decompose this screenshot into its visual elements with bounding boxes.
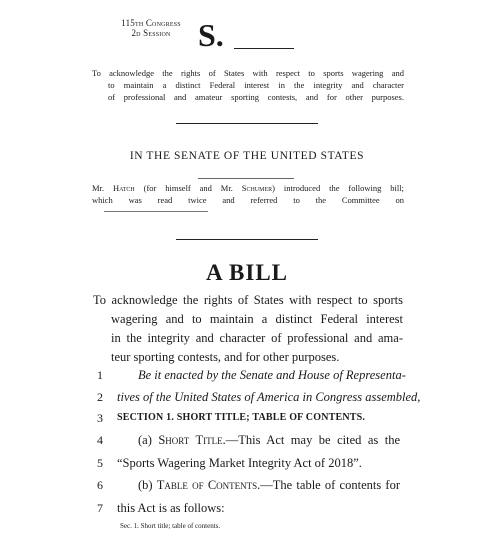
subsection-a-text: .—This Act may be cited as the (222, 433, 401, 447)
intro-text-b: (for himself and Mr. (134, 183, 242, 193)
session-label: 2d Session (131, 28, 171, 38)
bill-number-blank (234, 48, 294, 49)
introduction-line-2: which was read twice and referred to the Committee on (92, 195, 404, 205)
chamber-heading: IN THE SENATE OF THE UNITED STATES (129, 150, 365, 162)
bill-line (0, 408, 500, 428)
bill-purpose-line-1: To acknowledge the rights of States with respect to sports (93, 293, 403, 307)
intro-text-c: ) introduced the following bill; (272, 183, 404, 193)
bill-line (0, 498, 500, 518)
bill-line (0, 387, 500, 407)
divider-rule (176, 239, 318, 240)
section-heading: SECTION 1. SHORT TITLE; TABLE OF CONTENTS. (117, 412, 366, 423)
divider-rule (176, 123, 318, 124)
subsection-a-label: (a) (138, 433, 159, 447)
bill-number: S. (198, 17, 224, 53)
subsection-b (138, 475, 400, 495)
bill-line (0, 475, 500, 495)
bill-purpose-line-2: wagering and to maintain a distinct Federal interest (111, 312, 403, 326)
bill-line (0, 365, 500, 385)
line-number: 5 (97, 456, 103, 470)
bill-purpose-line-3: in the integrity and character of professional and ama- (111, 331, 403, 345)
congress-label: 115th Congress (121, 18, 181, 28)
cosponsor-name: Schumer (241, 183, 273, 193)
line-number: 7 (97, 501, 103, 515)
purpose-summary-line-1: To acknowledge the rights of States with respect to sports wagering and (92, 68, 404, 78)
subsection-b-heading: Table of Contents (156, 478, 258, 492)
purpose-summary-line-3: of professional and amateur sporting contests, and for other purposes. (108, 92, 404, 102)
short-title-text: “Sports Wagering Market Integrity Act of 2018”. (117, 456, 362, 470)
congress-session-block (116, 18, 186, 38)
sponsor-name: Hatch (112, 183, 135, 193)
subsection-b-label: (b) (138, 478, 157, 492)
bill-purpose (93, 291, 403, 367)
line-number: 4 (97, 433, 103, 447)
date-blank-rule (198, 178, 294, 179)
intro-text-a: Mr. (92, 183, 113, 193)
line-number: 2 (97, 390, 103, 404)
toc-intro-text: this Act is as follows: (117, 501, 225, 515)
purpose-summary-line-2: to maintain a distinct Federal interest in the integrity and character (108, 80, 404, 90)
purpose-summary (92, 67, 404, 103)
enacting-clause: Be it enacted by the Senate and House of Representa- (138, 368, 406, 382)
line-number: 3 (97, 411, 103, 425)
table-of-contents-entry: Sec. 1. Short title; table of contents. (120, 522, 221, 530)
subsection-a (138, 430, 400, 450)
line-number: 6 (97, 478, 103, 492)
subsection-b-text: .—The table of contents for (257, 478, 400, 492)
enacting-clause-cont: tives of the United States of America in Congress assembled, (117, 390, 421, 404)
bill-line (0, 430, 500, 450)
bill-line (0, 453, 500, 473)
committee-blank-rule (104, 211, 208, 212)
introduction-line-1 (92, 182, 404, 194)
bill-purpose-line-4: teur sporting contests, and for other purposes. (111, 350, 340, 364)
bill-title: A BILL (205, 260, 289, 285)
subsection-a-heading: Short Title (158, 433, 223, 447)
line-number: 1 (97, 368, 103, 382)
introduction-paragraph (92, 182, 404, 206)
